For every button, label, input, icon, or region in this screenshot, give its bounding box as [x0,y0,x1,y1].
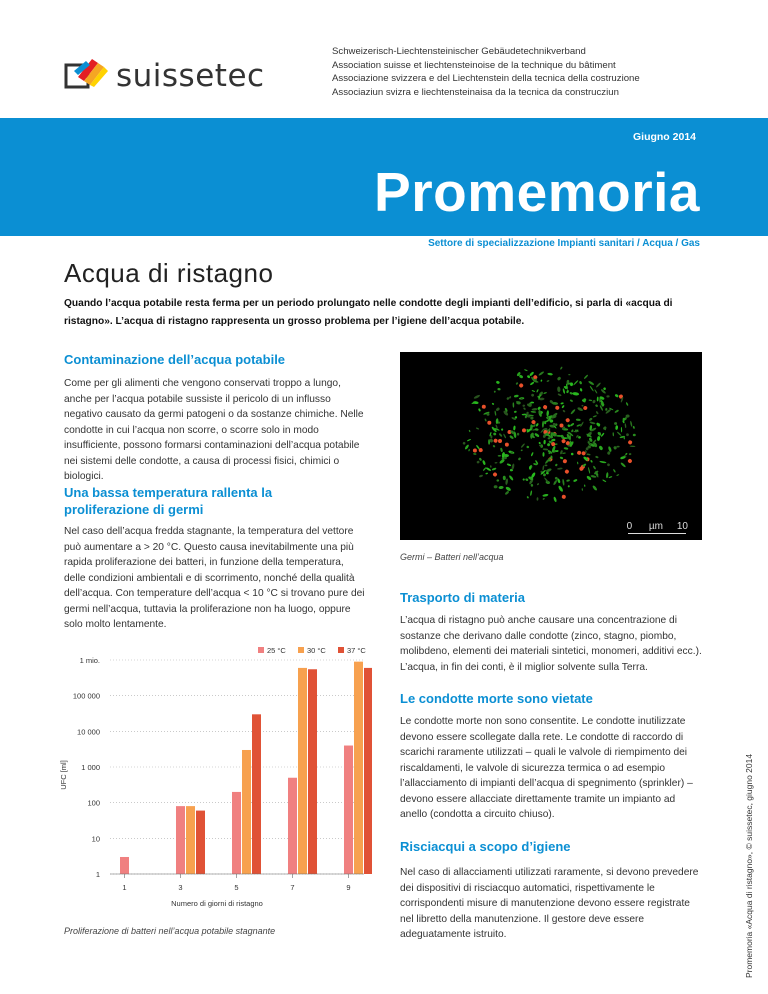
bacterium-green-dot [560,456,564,459]
bacterium-green-dot [553,496,557,502]
photo-caption: Germi – Batteri nell’acqua [400,552,504,562]
bar-9-1 [354,662,363,874]
legend-swatch [338,647,344,653]
bacterium-green-dot [531,393,535,397]
bacterium-green-dot [494,485,498,488]
x-tick-label: 3 [178,883,183,892]
y-tick-label: 10 000 [77,727,100,737]
bacterium-green-dot [602,479,606,482]
heading-contaminazione: Contaminazione dell’acqua potabile [64,352,286,367]
bacterium-green-dot [560,450,564,455]
bacterium-green-dot [476,460,480,464]
bacterium-green-dot [545,468,552,473]
bacterium-green-dot [608,476,612,479]
heading-risciacqui: Risciacqui a scopo d’igiene [400,839,571,854]
bacterium-green-dot [530,381,535,385]
bacterium-green-dot [566,479,570,482]
bacterium-green-dot [555,463,558,466]
bacterium-green-dot [538,442,541,445]
bacterium-green-dot [593,465,597,469]
bacterium-green-dot [530,484,533,487]
bacterium-green-dot [594,389,598,394]
bacterium-red-dot [505,443,509,447]
bacterium-green-dot [495,407,500,412]
bacterium-green-dot [468,449,470,452]
bacterium-green-dot [546,380,549,382]
bacterium-green-dot [531,411,537,413]
bar-7-0 [288,778,297,874]
bacterium-green-dot [557,467,563,470]
bacterium-green-dot [608,446,613,452]
y-tick-label: 100 000 [72,691,100,701]
bacterium-green-dot [630,421,633,427]
bacterium-green-dot [492,403,495,406]
bacterium-green-dot [492,467,497,471]
legend-label: 30 °C [307,646,326,655]
bar-9-2 [364,668,372,874]
bacterium-green-dot [493,390,496,393]
bacterium-red-dot [518,383,524,389]
bacterium-green-dot [464,444,469,450]
bacterium-green-dot [566,390,569,394]
association-line-it: Associazione svizzera e del Liechtenstein della tecnica della costruzione [332,73,640,85]
bacterium-green-dot [586,453,590,455]
brand-name: suissetec [116,58,265,94]
bacterium-green-dot [573,479,578,483]
bacterium-red-dot [564,469,570,475]
bacterium-green-dot [579,381,583,385]
bacterium-green-dot [568,374,570,375]
bacterium-green-dot [538,371,544,376]
bacterium-green-dot [576,419,581,422]
bacterium-green-dot [529,371,534,376]
bar-5-0 [232,792,241,874]
bacterium-green-dot [570,399,574,402]
bacterium-green-dot [582,488,583,491]
bacterium-green-dot [537,483,540,486]
bacterium-green-dot [498,486,503,490]
bar-3-1 [186,806,195,874]
bar-5-2 [252,714,261,874]
bacterium-green-dot [521,443,526,448]
bacterium-red-dot [565,417,570,422]
bacterium-red-dot [473,448,477,452]
scale-bar [628,533,686,534]
association-line-fr: Association suisse et liechtensteinoise de la technique du bâtiment [332,59,616,71]
bacterium-green-dot [518,457,522,461]
bacterium-green-dot [562,452,566,454]
bacterium-green-dot [595,456,599,459]
bacterium-green-dot [543,392,547,394]
bacterium-green-dot [494,462,497,464]
bar-7-2 [308,669,317,874]
bar-5-1 [242,750,251,874]
suissetec-logo-icon [64,57,112,91]
microscope-photo-icon [400,352,702,540]
bacterium-red-dot [492,472,498,478]
bacterium-red-dot [627,458,633,464]
x-tick-label: 9 [346,883,351,892]
y-tick-label: 1 [95,870,100,879]
bacterium-red-dot [561,438,566,443]
legend-swatch [298,647,304,653]
bacterium-green-dot [597,397,599,402]
bacterium-green-dot [483,467,487,471]
bacterium-green-dot [537,497,539,500]
page-title: Acqua di ristagno [64,258,274,288]
bacterium-green-dot [588,380,595,385]
bacterium-green-dot [504,490,509,495]
bacterium-green-dot [544,421,546,425]
bacterium-green-dot [598,445,603,451]
bacterium-green-dot [615,425,618,430]
bacterium-green-dot [570,423,575,427]
bar-1-0 [120,857,129,874]
bacterium-green-dot [577,407,584,412]
bacterium-green-dot [501,428,504,431]
bar-3-0 [176,806,185,874]
bacterium-green-dot [553,479,558,485]
bacterium-green-dot [542,465,544,470]
bacterium-green-dot [531,408,537,411]
bacterium-green-dot [589,417,593,421]
legend-swatch [258,647,264,653]
bacterium-red-dot [583,405,588,410]
bacterium-green-dot [484,418,487,422]
bacterium-green-dot [473,453,477,455]
bacterium-green-dot [617,431,622,436]
bacteria-growth-chart [52,642,372,932]
bacterium-green-dot [633,426,636,429]
bacterium-red-dot [498,439,502,443]
bacterium-green-dot [590,460,593,463]
bacterium-green-dot [526,496,529,499]
bacterium-green-dot [614,422,617,425]
bacterium-green-dot [514,394,519,397]
bacterium-red-dot [562,459,567,464]
bacterium-green-dot [567,424,571,428]
bacterium-green-dot [535,428,539,431]
heading-trasporto: Trasporto di materia [400,590,525,605]
bacterium-green-dot [543,440,546,445]
bacterium-green-dot [589,421,595,425]
bacterium-green-dot [562,410,565,413]
bacterium-green-dot [633,434,636,437]
bacterium-green-dot [505,478,508,485]
bacterium-green-dot [503,433,507,438]
bacterium-red-dot [555,405,560,410]
bacterium-green-dot [515,382,518,385]
bacterium-green-dot [562,388,565,394]
bacterium-green-dot [561,405,564,409]
bacteria-microscope-image [400,352,702,540]
bacterium-green-dot [522,478,525,481]
bar-7-1 [298,668,307,874]
bacterium-green-dot [557,386,561,392]
bacterium-green-dot [513,425,516,430]
bacterium-green-dot [614,394,619,398]
bacterium-green-dot [558,485,564,492]
bacterium-green-dot [479,457,483,461]
y-tick-label: 1 000 [81,763,100,772]
bacterium-green-dot [535,423,539,427]
chart-caption: Proliferazione di batteri nell’acqua potabile stagnante [64,926,276,936]
bacterium-green-dot [620,462,626,468]
bacterium-green-dot [564,447,569,450]
y-tick-label: 10 [91,834,100,844]
bacterium-green-dot [467,439,471,442]
bacterium-green-dot [494,411,496,416]
bacterium-green-dot [593,415,597,418]
bacterium-green-dot [537,406,541,410]
bacterium-green-dot [625,423,627,428]
y-axis-label: UFC [ml] [59,760,68,790]
bacterium-green-dot [547,373,553,376]
association-names [332,45,640,99]
bacterium-green-dot [614,409,619,413]
text-temperatura: Nel caso dell’acqua fredda stagnante, la temperatura del vettore può aumentare a > 20 °C. Questo causa inevitabilmente una più rapida proliferazione dei batteri, in funzione della temperatura, delle condizioni ambientali e di scorrimento, nonché della qualità dell’acqua. Con temperature dell’acqua < 10 °C si trovano pure dei germi nell’acqua, tuttavia la proliferazione non ha luogo, oppure solo molto lentamente. [64,526,365,630]
y-tick-label: 100 [87,798,100,808]
bacterium-green-dot [526,446,529,449]
bacterium-green-dot [478,408,481,412]
bacterium-red-dot [487,421,491,425]
y-tick-label: 1 mio. [79,656,100,665]
bacterium-green-dot [476,427,480,430]
x-axis-label: Numero di giorni di ristagno [171,899,263,908]
bacterium-green-dot [542,498,545,501]
bacterium-green-dot [542,421,544,428]
bacterium-green-dot [513,402,515,407]
bacterium-green-dot [476,445,480,450]
bacterium-green-dot [616,446,619,448]
bacterium-green-dot [590,475,596,478]
bacterium-green-dot [530,416,534,420]
copyright-side-text: Promemoria «Acqua di ristagno», © suissetec, giugno 2014 [744,753,754,978]
banner-title: Promemoria [374,161,700,223]
bacterium-green-dot [629,453,632,455]
bacterium-green-dot [543,448,549,450]
header-banner [0,118,768,236]
bacterium-green-dot [546,410,549,416]
bacterium-green-dot [577,462,579,465]
bacterium-red-dot [627,440,632,445]
bacterium-green-dot [542,494,548,498]
bacterium-green-dot [514,410,517,413]
bacterium-green-dot [521,449,523,451]
bacterium-green-dot [589,399,593,401]
bacterium-red-dot [522,428,526,432]
bacterium-green-dot [581,405,583,407]
bacterium-green-dot [592,485,598,491]
bacterium-green-dot [597,436,601,441]
bacterium-green-dot [567,485,570,488]
bacterium-green-dot [584,374,589,379]
bacterium-green-dot [562,479,565,486]
bacterium-red-dot [560,424,564,428]
bacterium-green-dot [589,386,594,392]
bacterium-green-dot [621,427,622,432]
bacterium-green-dot [493,432,497,435]
heading-condotte: Le condotte morte sono vietate [400,691,593,706]
bacterium-green-dot [490,465,492,468]
bacterium-green-dot [630,445,636,447]
heading-temperatura: Una bassa temperatura rallenta la proliferazione di germi [64,485,273,517]
bacterium-green-dot [498,455,501,457]
bacterium-green-dot [584,484,586,487]
text-risciacqui: Nel caso di allacciamenti utilizzati raramente, si devono prevedere dei dispositivi di risciacquo automatici, rispettivamente le corrispondenti misure di manutenzione devono essere registrate nel libretto della manutenzione. Il gestore deve essere adeguatamente istruito. [400,867,699,940]
text-contaminazione: Come per gli alimenti che vengono conservati troppo a lungo, anche per l’acqua potabile sussiste il pericolo di un influsso negativo causato da germi patogeni o da sostanze chimiche. Nelle condotte in cui l’acqua non scorre, o scorre solo in modo insufficiente, possono formarsi contaminazioni dell’acqua potabile nei sistemi delle condotte, a causa di processi fisici, chimici o biologici. [64,378,364,482]
bacterium-green-dot [497,388,501,391]
text-trasporto: L’acqua di ristagno può anche causare una concentrazione di sostanze che derivano dalle condotte (zinco, stagno, piombo, molibdeno, elementi dei materiali sintetici, monomeri, additivi ecc.). L’acqua, in fin dei conti, è il miglior solvente sulla Terra. [400,615,702,673]
lead-paragraph: Quando l’acqua potabile resta ferma per un periodo prolungato nelle condotte degli impianti dell’edificio, si parla di «acqua di ristagno». L’acqua di ristagno rappresenta un grosso problema per l’igiene dell’acqua potabile. [64,298,673,327]
bacterium-green-dot [616,474,619,476]
bacterium-green-dot [603,387,606,390]
bacterium-green-dot [606,395,609,397]
scale-bar-label: 0 µm 10 [626,521,688,532]
bacterium-green-dot [468,430,470,433]
bacterium-green-dot [560,366,563,370]
bacterium-green-dot [599,461,606,464]
bacterium-green-dot [580,388,583,392]
bacterium-green-dot [544,464,547,466]
bacterium-red-dot [561,494,566,499]
text-condotte: Le condotte morte non sono consentite. Le condotte inutilizzate devono essere scollegate dalla rete. Le condotte di raccordo di scarichi raramente utilizzati – quali le valvole di riempimento dei riscaldamenti, le valvole di sicurezza termica o ad esempio l’allacciamento di impianti dell’acqua di spegnimento (sprinkler) – devono essere allacciate direttamente tramite un impianto ad anello (condotta a circuito chiuso). [400,716,693,820]
bacterium-green-dot [560,402,564,405]
legend-label: 25 °C [267,646,286,655]
bacterium-green-dot [607,463,611,467]
bacterium-green-dot [522,404,525,407]
bacterium-green-dot [508,475,514,481]
bacterium-green-dot [542,452,544,457]
bacterium-green-dot [596,411,599,415]
bacterium-green-dot [482,460,486,466]
bacterium-green-dot [605,408,607,411]
bacterium-green-dot [479,474,483,477]
bacterium-green-dot [571,429,574,432]
bacterium-green-dot [524,369,528,371]
bacterium-green-dot [505,486,511,492]
sector-label: Settore di specializzazione Impianti sanitari / Acqua / Gas [428,238,700,249]
bacterium-green-dot [496,479,499,482]
bacterium-green-dot [536,389,539,393]
bacterium-red-dot [542,404,547,409]
bacterium-green-dot [557,393,561,396]
bacterium-red-dot [493,438,498,443]
bacterium-green-dot [613,469,616,473]
bacterium-green-dot [506,463,511,467]
association-line-rm: Associaziun svizra e liechtensteinaisa da la tecnica da construcziun [332,86,619,98]
x-tick-label: 7 [290,883,295,892]
bacterium-green-dot [592,399,596,403]
x-tick-label: 5 [234,883,239,892]
bar-9-0 [344,746,353,874]
association-line-de: Schweizerisch-Liechtensteinischer Gebäudetechnikverband [332,46,586,57]
bacterium-green-dot [473,394,480,399]
x-tick-label: 1 [122,883,127,892]
bacterium-green-dot [626,402,629,406]
bacterium-green-dot [596,382,602,388]
bacterium-green-dot [540,379,542,382]
bacterium-green-dot [517,433,519,436]
bacterium-green-dot [485,473,488,475]
bacterium-green-dot [570,409,576,415]
bacterium-green-dot [573,380,579,386]
bacterium-green-dot [557,376,562,381]
bacterium-green-dot [612,432,614,436]
bacterium-green-dot [595,404,599,408]
bacterium-red-dot [577,450,582,455]
bacterium-green-dot [626,433,629,436]
bacterium-green-dot [523,407,526,410]
bacterium-green-dot [498,433,502,437]
bacterium-green-dot [531,452,534,457]
bacterium-green-dot [547,443,551,447]
bacterium-green-dot [525,478,529,482]
bacterium-green-dot [530,490,533,496]
bacterium-green-dot [532,390,536,392]
bacterium-green-dot [509,435,514,440]
bacterium-green-dot [625,453,628,456]
bacterium-green-dot [534,433,540,438]
bacterium-green-dot [588,467,591,474]
bacterium-green-dot [496,380,500,384]
bacterium-green-dot [606,472,609,478]
issue-date: Giugno 2014 [632,131,696,143]
legend-label: 37 °C [347,646,366,655]
bacterium-green-dot [500,447,503,452]
bacterium-green-dot [600,432,604,437]
bacterium-green-dot [462,442,466,446]
bacterium-green-dot [492,445,495,448]
bar-3-2 [196,811,205,874]
bacterium-red-dot [482,404,486,408]
bacterium-green-dot [506,397,509,401]
bacterium-green-dot [503,476,506,481]
bacterium-green-dot [572,392,579,396]
bacterium-green-dot [571,453,574,456]
